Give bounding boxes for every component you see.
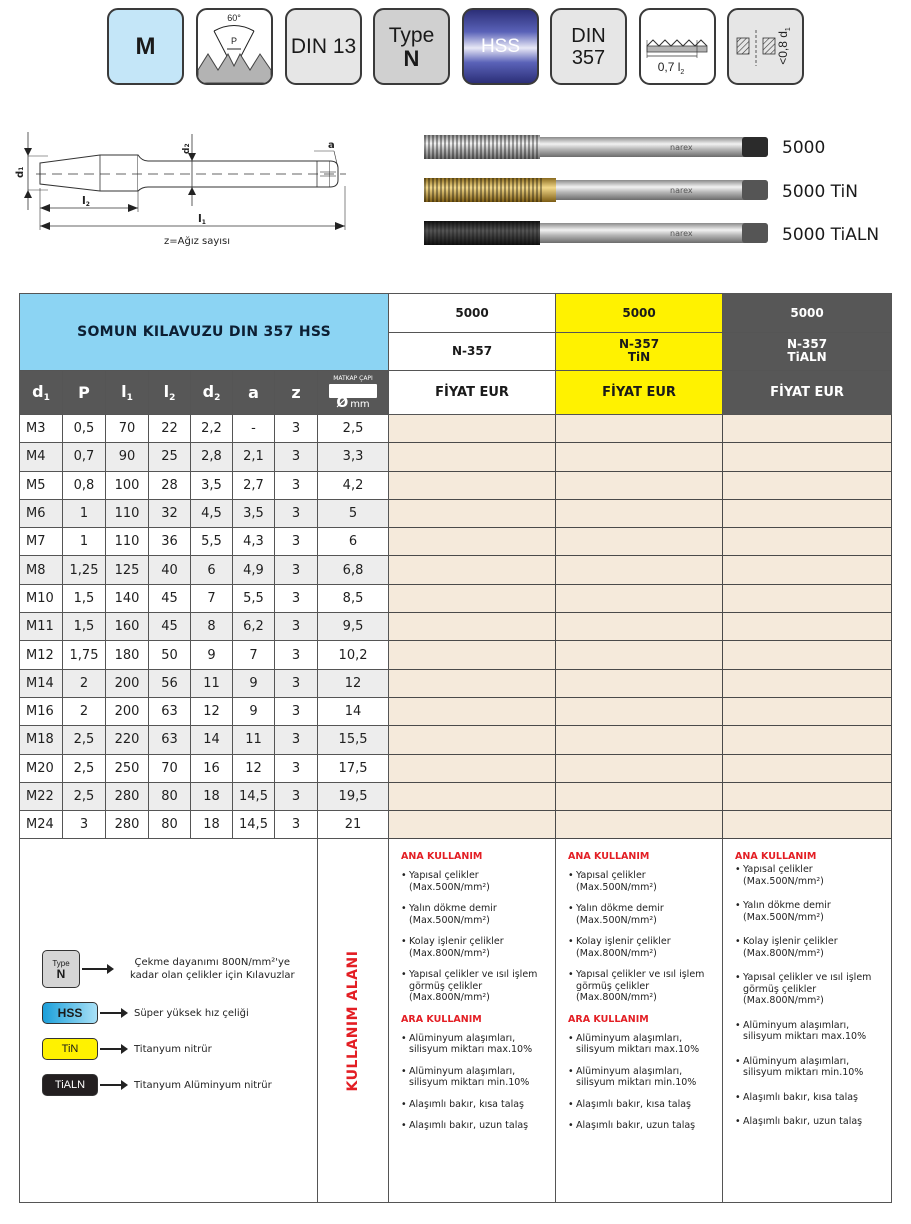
usage-item: • Alüminyum alaşımları, silisyum miktarı min.10% bbox=[568, 1066, 712, 1089]
d2-label: d2 bbox=[182, 143, 192, 154]
l2-label: l2 bbox=[82, 194, 90, 208]
price-cell[interactable] bbox=[556, 811, 723, 839]
col-header-d2: $d_2$ bbox=[191, 371, 233, 415]
flutes-caption: z=Ağız sayısı bbox=[164, 236, 231, 247]
price-cell[interactable] bbox=[389, 415, 556, 443]
dimension-cell: 25 bbox=[149, 443, 191, 471]
dimension-cell: 63 bbox=[149, 726, 191, 754]
dimension-cell: 2,5 bbox=[63, 726, 106, 754]
dimension-cell: 10,2 bbox=[318, 641, 389, 669]
usage-item: • Alüminyum alaşımları, silisyum miktarı max.10% bbox=[735, 1020, 881, 1043]
dimension-cell: 36 bbox=[149, 528, 191, 556]
thread-size-cell: M12 bbox=[20, 641, 63, 669]
dimension-cell: 100 bbox=[106, 471, 149, 499]
price-cell[interactable] bbox=[389, 697, 556, 725]
dimension-cell: 3 bbox=[275, 499, 318, 527]
dimension-cell: - bbox=[233, 415, 275, 443]
table-row bbox=[20, 754, 892, 782]
dimension-cell: 2,5 bbox=[318, 415, 389, 443]
dimension-cell: 3 bbox=[275, 528, 318, 556]
dimension-cell: 4,3 bbox=[233, 528, 275, 556]
product-label: 5000 TiALN bbox=[782, 225, 880, 245]
usage-item: • Alüminyum alaşımları, silisyum miktarı min.10% bbox=[401, 1066, 545, 1089]
din357-badge bbox=[550, 8, 627, 85]
price-cell[interactable] bbox=[389, 499, 556, 527]
price-cell[interactable] bbox=[389, 641, 556, 669]
arrow-icon bbox=[100, 1084, 126, 1086]
dimension-cell: 3 bbox=[275, 754, 318, 782]
brand-mark: narex bbox=[670, 186, 693, 195]
legend-text: Çekme dayanımı 800N/mm²'ye kadar olan çelikler için Kılavuzlar bbox=[130, 957, 295, 982]
tin-icon: TiN bbox=[42, 1038, 98, 1060]
price-cell[interactable] bbox=[556, 528, 723, 556]
main-usage-title: ANA KULLANIM bbox=[568, 851, 650, 863]
arrow-icon bbox=[100, 1012, 126, 1014]
table-row bbox=[20, 528, 892, 556]
dimension-cell: 40 bbox=[149, 556, 191, 584]
price-cell[interactable] bbox=[723, 499, 892, 527]
dimension-cell: 80 bbox=[149, 782, 191, 810]
thread-size-cell: M20 bbox=[20, 754, 63, 782]
dimension-cell: 2 bbox=[63, 669, 106, 697]
dimension-cell: 90 bbox=[106, 443, 149, 471]
thread-size-cell: M4 bbox=[20, 443, 63, 471]
dimension-cell: 0,5 bbox=[63, 415, 106, 443]
hss-label: HSS bbox=[480, 35, 521, 57]
thread-length-icon bbox=[641, 10, 714, 83]
hole-depth-sub: 1 bbox=[785, 27, 792, 32]
usage-item: • Yapısal çelikler ve ısıl işlem görmüş çelikler (Max.800N/mm²) bbox=[401, 969, 545, 1004]
tialn-icon: TiALN bbox=[42, 1074, 98, 1096]
thread-size-cell: M22 bbox=[20, 782, 63, 810]
dimension-cell: 3 bbox=[275, 613, 318, 641]
price-cell[interactable] bbox=[556, 471, 723, 499]
usage-item: • Alaşımlı bakır, kısa talaş bbox=[735, 1092, 881, 1104]
dimension-cell: 7 bbox=[191, 584, 233, 612]
main-usage-title: ANA KULLANIM bbox=[735, 851, 817, 863]
usage-item: • Yalın dökme demir (Max.500N/mm²) bbox=[401, 903, 545, 926]
dimension-cell: 3 bbox=[275, 782, 318, 810]
dimension-cell: 4,5 bbox=[191, 499, 233, 527]
usage-item: • Alaşımlı bakır, uzun talaş bbox=[735, 1116, 881, 1128]
price-cell[interactable] bbox=[723, 811, 892, 839]
dimension-cell: 1,5 bbox=[63, 584, 106, 612]
dimension-cell: 11 bbox=[191, 669, 233, 697]
dimension-cell: 2,5 bbox=[63, 754, 106, 782]
dimension-cell: 3 bbox=[275, 415, 318, 443]
price-cell[interactable] bbox=[389, 811, 556, 839]
dimension-cell: 125 bbox=[106, 556, 149, 584]
usage-item: • Alaşımlı bakır, uzun talaş bbox=[401, 1120, 545, 1132]
dimension-cell: 3 bbox=[275, 726, 318, 754]
dimension-cell: 5 bbox=[318, 499, 389, 527]
usage-item: • Yapısal çelikler (Max.500N/mm²) bbox=[568, 870, 712, 893]
legend-item bbox=[42, 1031, 295, 1067]
tap-drawing bbox=[14, 128, 364, 238]
dimension-cell: 7 bbox=[233, 641, 275, 669]
price-cell[interactable] bbox=[556, 697, 723, 725]
legend-item bbox=[42, 943, 295, 995]
diameter-icon: Ø bbox=[336, 395, 349, 411]
dimension-cell: 110 bbox=[106, 528, 149, 556]
dimension-cell: 3 bbox=[275, 443, 318, 471]
usage-item: • Alüminyum alaşımları, silisyum miktarı max.10% bbox=[568, 1033, 712, 1056]
dimension-cell: 3,5 bbox=[233, 499, 275, 527]
dimension-cell: 17,5 bbox=[318, 754, 389, 782]
dimension-cell: 2,8 bbox=[191, 443, 233, 471]
brand-mark: narex bbox=[670, 229, 693, 238]
thread-size-cell: M6 bbox=[20, 499, 63, 527]
price-cell[interactable] bbox=[556, 782, 723, 810]
price-cell[interactable] bbox=[389, 556, 556, 584]
dimension-cell: 3 bbox=[275, 811, 318, 839]
table-row bbox=[20, 811, 892, 839]
usage-item: • Alaşımlı bakır, kısa talaş bbox=[568, 1099, 712, 1111]
price-cell[interactable] bbox=[389, 471, 556, 499]
dimension-cell: 70 bbox=[106, 415, 149, 443]
thread-profile-icon bbox=[198, 10, 271, 83]
dimension-cell: 18 bbox=[191, 782, 233, 810]
legend-text: Süper yüksek hız çeliği bbox=[134, 1007, 249, 1019]
dimension-cell: 3 bbox=[275, 641, 318, 669]
price-cell[interactable] bbox=[556, 641, 723, 669]
feature-badges bbox=[107, 8, 807, 86]
dimension-cell: 63 bbox=[149, 697, 191, 725]
product-images bbox=[420, 130, 900, 250]
metric-thread-badge bbox=[107, 8, 184, 85]
dimension-cell: 2 bbox=[63, 697, 106, 725]
dimension-cell: 6,2 bbox=[233, 613, 275, 641]
hss-icon: HSS bbox=[42, 1002, 98, 1024]
table-row bbox=[20, 697, 892, 725]
metric-label: M bbox=[135, 32, 156, 60]
dimension-cell: 3 bbox=[275, 584, 318, 612]
brand-mark: narex bbox=[670, 143, 693, 152]
arrow-icon bbox=[100, 1048, 126, 1050]
variant-type: N-357 TiN bbox=[556, 332, 723, 371]
price-cell[interactable] bbox=[389, 613, 556, 641]
tap-image-uncoated bbox=[424, 134, 768, 160]
dimension-cell: 2,5 bbox=[63, 782, 106, 810]
din13-label: DIN 13 bbox=[290, 34, 357, 58]
price-cell[interactable] bbox=[723, 754, 892, 782]
variant-type: N-357 bbox=[389, 332, 556, 371]
dimension-cell: 3,5 bbox=[191, 471, 233, 499]
usage-column-5000-tin bbox=[556, 839, 723, 1203]
dimension-cell: 70 bbox=[149, 754, 191, 782]
price-header: FİYAT EUR bbox=[389, 371, 556, 415]
price-cell[interactable] bbox=[723, 584, 892, 612]
col-header-d1: $d_1$ bbox=[20, 371, 63, 415]
dimension-cell: 8,5 bbox=[318, 584, 389, 612]
thread-size-cell: M8 bbox=[20, 556, 63, 584]
table-row bbox=[20, 782, 892, 810]
type-n-icon: Type N bbox=[42, 950, 80, 988]
dimension-cell: 2,2 bbox=[191, 415, 233, 443]
dimension-cell: 45 bbox=[149, 584, 191, 612]
thread-size-cell: M7 bbox=[20, 528, 63, 556]
secondary-usage-title: ARA KULLANIM bbox=[568, 1013, 649, 1025]
price-cell[interactable] bbox=[389, 443, 556, 471]
usage-item: • Yapısal çelikler (Max.500N/mm²) bbox=[735, 864, 881, 887]
dimension-cell: 11 bbox=[233, 726, 275, 754]
price-header: FİYAT EUR bbox=[556, 371, 723, 415]
usage-column-5000 bbox=[389, 839, 556, 1203]
dimension-cell: 1,25 bbox=[63, 556, 106, 584]
dimension-cell: 14,5 bbox=[233, 811, 275, 839]
thread-profile-badge bbox=[196, 8, 273, 85]
dimension-cell: 3 bbox=[275, 471, 318, 499]
dimension-cell: 3 bbox=[275, 697, 318, 725]
price-cell[interactable] bbox=[389, 669, 556, 697]
product-label: 5000 TiN bbox=[782, 182, 858, 202]
variant-code: 5000 bbox=[556, 294, 723, 333]
dimension-cell: 22 bbox=[149, 415, 191, 443]
dimension-cell: 1 bbox=[63, 528, 106, 556]
usage-item: • Yalın dökme demir (Max.500N/mm²) bbox=[568, 903, 712, 926]
legend-item bbox=[42, 995, 295, 1031]
thread-length-label: 0,7 l bbox=[657, 60, 681, 74]
price-cell[interactable] bbox=[389, 782, 556, 810]
variant-code: 5000 bbox=[389, 294, 556, 333]
svg-text:0,7 l2 bbox=[658, 60, 685, 76]
drill-label: MATKAP ÇAPI bbox=[333, 375, 373, 382]
price-cell[interactable] bbox=[723, 613, 892, 641]
dimension-cell: 14 bbox=[318, 697, 389, 725]
table-body bbox=[20, 415, 892, 839]
price-cell[interactable] bbox=[556, 726, 723, 754]
legend-item bbox=[42, 1067, 295, 1103]
thread-size-cell: M5 bbox=[20, 471, 63, 499]
dimension-cell: 80 bbox=[149, 811, 191, 839]
dimension-cell: 6 bbox=[318, 528, 389, 556]
col-header-a: a bbox=[233, 371, 275, 415]
usage-item: • Alaşımlı bakır, uzun talaş bbox=[568, 1120, 712, 1132]
price-cell[interactable] bbox=[723, 641, 892, 669]
dimension-cell: 16 bbox=[191, 754, 233, 782]
thread-size-cell: M10 bbox=[20, 584, 63, 612]
dimension-cell: 14,5 bbox=[233, 782, 275, 810]
price-cell[interactable] bbox=[556, 499, 723, 527]
type-label: Type bbox=[388, 23, 435, 47]
thread-size-cell: M18 bbox=[20, 726, 63, 754]
col-header-drill-diameter: MATKAP ÇAPI Ø mm bbox=[318, 371, 389, 415]
dimension-cell: 15,5 bbox=[318, 726, 389, 754]
thread-pitch-label: P bbox=[230, 36, 238, 46]
col-header-z: z bbox=[275, 371, 318, 415]
spec-price-table bbox=[19, 293, 892, 1203]
usage-item: • Kolay işlenir çelikler (Max.800N/mm²) bbox=[401, 936, 545, 959]
dimension-cell: 9 bbox=[233, 669, 275, 697]
price-cell[interactable] bbox=[556, 415, 723, 443]
dimension-cell: 140 bbox=[106, 584, 149, 612]
dimension-cell: 18 bbox=[191, 811, 233, 839]
table-row bbox=[20, 641, 892, 669]
price-cell[interactable] bbox=[723, 556, 892, 584]
price-cell[interactable] bbox=[389, 584, 556, 612]
dimension-cell: 5,5 bbox=[191, 528, 233, 556]
table-row bbox=[20, 499, 892, 527]
price-cell[interactable] bbox=[723, 697, 892, 725]
legend-cell bbox=[20, 839, 318, 1203]
a-label: a bbox=[328, 140, 335, 151]
dimension-cell: 1,5 bbox=[63, 613, 106, 641]
arrow-icon bbox=[82, 968, 112, 970]
dimension-cell: 8 bbox=[191, 613, 233, 641]
price-cell[interactable] bbox=[556, 584, 723, 612]
dimension-cell: 180 bbox=[106, 641, 149, 669]
thread-size-cell: M3 bbox=[20, 415, 63, 443]
variant-code: 5000 bbox=[723, 294, 892, 333]
price-cell[interactable] bbox=[389, 754, 556, 782]
dimension-cell: 200 bbox=[106, 669, 149, 697]
dimension-cell: 6 bbox=[191, 556, 233, 584]
col-header-pitch: P bbox=[63, 371, 106, 415]
secondary-usage-title: ARA KULLANIM bbox=[401, 1013, 482, 1025]
usage-item: • Yapısal çelikler ve ısıl işlem görmüş çelikler (Max.800N/mm²) bbox=[568, 969, 712, 1004]
hss-badge bbox=[462, 8, 539, 85]
price-cell[interactable] bbox=[723, 782, 892, 810]
dimension-cell: 28 bbox=[149, 471, 191, 499]
price-header: FİYAT EUR bbox=[723, 371, 892, 415]
table-row bbox=[20, 471, 892, 499]
price-cell[interactable] bbox=[556, 669, 723, 697]
dimension-cell: 4,2 bbox=[318, 471, 389, 499]
price-cell[interactable] bbox=[723, 443, 892, 471]
price-cell[interactable] bbox=[389, 726, 556, 754]
dimension-cell: 9 bbox=[191, 641, 233, 669]
price-cell[interactable] bbox=[723, 528, 892, 556]
product-label: 5000 bbox=[782, 138, 826, 158]
hole-depth-badge bbox=[727, 8, 804, 85]
col-header-l1: $l_1$ bbox=[106, 371, 149, 415]
main-usage-title: ANA KULLANIM bbox=[401, 851, 483, 863]
legend-text: Titanyum nitrür bbox=[134, 1043, 212, 1055]
dimension-cell: 1 bbox=[63, 499, 106, 527]
dimension-cell: 19,5 bbox=[318, 782, 389, 810]
usage-item: • Yapısal çelikler ve ısıl işlem görmüş çelikler (Max.800N/mm²) bbox=[735, 972, 881, 1007]
dimension-cell: 1,75 bbox=[63, 641, 106, 669]
dimension-cell: 12 bbox=[233, 754, 275, 782]
table-row bbox=[20, 613, 892, 641]
table-row bbox=[20, 556, 892, 584]
legend-text: Titanyum Alüminyum nitrür bbox=[134, 1079, 272, 1091]
tap-image-tialn bbox=[424, 220, 768, 246]
table-title: SOMUN KILAVUZU DIN 357 HSS bbox=[20, 294, 389, 371]
thread-size-cell: M24 bbox=[20, 811, 63, 839]
dimension-cell: 0,8 bbox=[63, 471, 106, 499]
l1-label: l1 bbox=[198, 212, 206, 226]
thread-angle-label: 60° bbox=[227, 13, 241, 23]
thread-length-sub: 2 bbox=[680, 69, 685, 76]
dimension-cell: 9 bbox=[233, 697, 275, 725]
price-cell[interactable] bbox=[723, 471, 892, 499]
price-cell[interactable] bbox=[556, 613, 723, 641]
dimension-cell: 56 bbox=[149, 669, 191, 697]
dimension-cell: 50 bbox=[149, 641, 191, 669]
dimension-cell: 110 bbox=[106, 499, 149, 527]
dimension-cell: 3 bbox=[275, 669, 318, 697]
dimension-cell: 280 bbox=[106, 811, 149, 839]
dimension-cell: 3 bbox=[63, 811, 106, 839]
table-row bbox=[20, 584, 892, 612]
dimension-cell: 45 bbox=[149, 613, 191, 641]
dimension-cell: 5,5 bbox=[233, 584, 275, 612]
usage-item: • Kolay işlenir çelikler (Max.800N/mm²) bbox=[735, 936, 881, 959]
usage-item: • Alüminyum alaşımları, silisyum miktarı max.10% bbox=[401, 1033, 545, 1056]
price-cell[interactable] bbox=[556, 556, 723, 584]
usage-column-5000-tialn bbox=[723, 839, 892, 1203]
dimension-cell: 21 bbox=[318, 811, 389, 839]
usage-item: • Alaşımlı bakır, kısa talaş bbox=[401, 1099, 545, 1111]
hole-depth-label: <0,8 d bbox=[776, 31, 790, 65]
d1-label: d1 bbox=[15, 166, 26, 178]
din357-line1: DIN bbox=[571, 24, 606, 47]
dimension-cell: 9,5 bbox=[318, 613, 389, 641]
type-n-badge bbox=[373, 8, 450, 85]
dimension-cell: 2,1 bbox=[233, 443, 275, 471]
tap-dimension-diagram bbox=[14, 128, 364, 258]
dimension-cell: 32 bbox=[149, 499, 191, 527]
hole-depth-icon bbox=[729, 10, 802, 83]
price-cell[interactable] bbox=[723, 415, 892, 443]
thread-size-cell: M11 bbox=[20, 613, 63, 641]
dimension-cell: 160 bbox=[106, 613, 149, 641]
dimension-cell: 4,9 bbox=[233, 556, 275, 584]
thread-length-badge bbox=[639, 8, 716, 85]
tap-image-tin bbox=[424, 177, 768, 203]
price-cell[interactable] bbox=[389, 528, 556, 556]
usage-item: • Yalın dökme demir (Max.500N/mm²) bbox=[735, 900, 881, 923]
dimension-cell: 3,3 bbox=[318, 443, 389, 471]
dimension-cell: 0,7 bbox=[63, 443, 106, 471]
dimension-cell: 6,8 bbox=[318, 556, 389, 584]
dimension-cell: 12 bbox=[318, 669, 389, 697]
dimension-cell: 200 bbox=[106, 697, 149, 725]
dimension-cell: 250 bbox=[106, 754, 149, 782]
dimension-cell: 220 bbox=[106, 726, 149, 754]
din357-line2: 357 bbox=[571, 46, 606, 69]
usage-area-label: KULLANIM ALANI bbox=[318, 839, 389, 1203]
table-row bbox=[20, 669, 892, 697]
type-value: N bbox=[403, 45, 420, 71]
dimension-cell: 12 bbox=[191, 697, 233, 725]
col-header-l2: $l_2$ bbox=[149, 371, 191, 415]
price-cell[interactable] bbox=[723, 726, 892, 754]
price-cell[interactable] bbox=[723, 669, 892, 697]
usage-item: • Alüminyum alaşımları, silisyum miktarı min.10% bbox=[735, 1056, 881, 1079]
table-row bbox=[20, 443, 892, 471]
din13-badge bbox=[285, 8, 362, 85]
dimension-cell: 14 bbox=[191, 726, 233, 754]
price-cell[interactable] bbox=[556, 754, 723, 782]
usage-item: • Kolay işlenir çelikler (Max.800N/mm²) bbox=[568, 936, 712, 959]
thread-size-cell: M16 bbox=[20, 697, 63, 725]
price-cell[interactable] bbox=[556, 443, 723, 471]
dimension-cell: 3 bbox=[275, 556, 318, 584]
variant-type: N-357 TiALN bbox=[723, 332, 892, 371]
svg-text:<0,8 d1 bbox=[776, 27, 792, 65]
thread-size-cell: M14 bbox=[20, 669, 63, 697]
legend bbox=[42, 943, 295, 1103]
usage-item: • Yapısal çelikler (Max.500N/mm²) bbox=[401, 870, 545, 893]
dimension-cell: 280 bbox=[106, 782, 149, 810]
table-row bbox=[20, 415, 892, 443]
dimension-cell: 2,7 bbox=[233, 471, 275, 499]
table-row bbox=[20, 726, 892, 754]
